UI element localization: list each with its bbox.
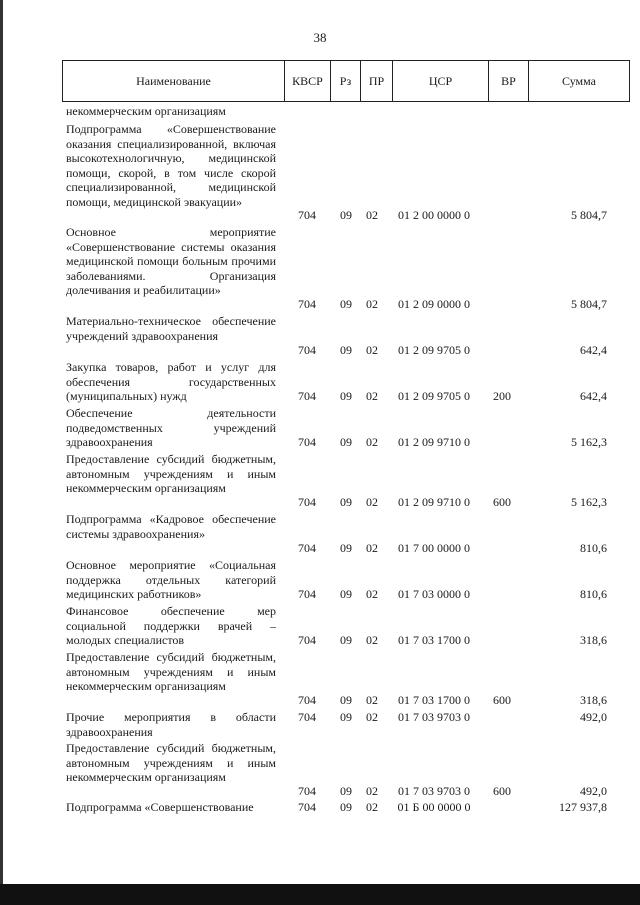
row-pr: 02 [366,495,378,510]
row-sum: 5 162,3 [571,495,607,510]
page-number: 38 [313,30,327,45]
table-row [62,406,629,450]
row-name: Материально-техническое обеспечение учреждений здравоохранения [66,314,276,343]
row-sum: 318,6 [580,693,607,708]
table-row [62,314,629,358]
row-kvsr: 704 [298,541,316,556]
row-pr: 02 [366,587,378,602]
row-pr: 02 [366,297,378,312]
row-csr: 01 2 09 9705 0 [398,389,470,404]
row-kvsr: 704 [298,208,316,223]
row-rz: 09 [340,435,352,450]
row-pr: 02 [366,389,378,404]
row-kvsr: 704 [298,297,316,312]
row-pr: 02 [366,435,378,450]
row-rz: 09 [340,800,352,815]
header-rz: Рз [331,61,361,102]
row-rz: 09 [340,587,352,602]
row-name: Основное мероприятие «Совершенствование системы оказания медицинской помощи больным прочими заболеваниями. Организация долечивания и реабилитации» [66,225,276,298]
row-pr: 02 [366,693,378,708]
row-csr: 01 7 03 9703 0 [398,710,470,725]
table-row [62,104,629,119]
row-rz: 09 [340,693,352,708]
row-name: Финансовое обеспечение мер социальной поддержки врачей – молодых специалистов [66,604,276,648]
row-pr: 02 [366,633,378,648]
row-sum: 5 162,3 [571,435,607,450]
table-row [62,360,629,404]
row-rz: 09 [340,208,352,223]
row-kvsr: 704 [298,633,316,648]
table-row [62,741,629,799]
row-csr: 01 2 09 9705 0 [398,343,470,358]
row-sum: 810,6 [580,541,607,556]
table-row [62,604,629,648]
row-sum: 810,6 [580,587,607,602]
table-row [62,650,629,708]
row-rz: 09 [340,710,352,725]
row-sum: 492,0 [580,784,607,799]
row-kvsr: 704 [298,495,316,510]
row-sum: 318,6 [580,633,607,648]
row-name: Основное мероприятие «Социальная поддержка отдельных категорий медицинских работников» [66,558,276,602]
row-rz: 09 [340,343,352,358]
table-row [62,512,629,556]
row-name: Предоставление субсидий бюджетным, автономным учреждениям и иным некоммерческим организациям [66,452,276,496]
row-kvsr: 704 [298,710,316,725]
row-csr: 01 Б 00 0000 0 [397,800,471,815]
row-kvsr: 704 [298,587,316,602]
row-vr: 600 [493,495,511,510]
scan-edge [0,0,3,884]
row-kvsr: 704 [298,435,316,450]
row-vr: 600 [493,784,511,799]
row-kvsr: 704 [298,693,316,708]
row-name: Подпрограмма «Совершенствование [66,800,254,814]
row-name: Закупка товаров, работ и услуг для обеспечения государственных (муниципальных) нужд [66,360,276,404]
row-name: Подпрограмма «Совершенствование оказания специализированной, включая высокотехнологичную, медицинской помощи, скорой, в том числе скорой специализированной, медицинской помощи, медицинской эвакуации» [66,122,276,209]
row-name: Обеспечение деятельности подведомственных учреждений здравоохранения [66,406,276,450]
row-pr: 02 [366,541,378,556]
row-vr: 600 [493,693,511,708]
row-kvsr: 704 [298,784,316,799]
row-sum: 127 937,8 [559,800,607,815]
row-sum: 642,4 [580,343,607,358]
header-name: Наименование [63,61,285,102]
row-name: Подпрограмма «Кадровое обеспечение системы здравоохранения» [66,512,276,541]
row-sum: 5 804,7 [571,297,607,312]
row-sum: 492,0 [580,710,607,725]
header-vr: ВР [489,61,529,102]
header-pr: ПР [361,61,393,102]
row-kvsr: 704 [298,343,316,358]
row-name: некоммерческим организациям [66,104,226,118]
row-pr: 02 [366,784,378,799]
table-row [62,558,629,602]
table-row [62,122,629,223]
row-name: Предоставление субсидий бюджетным, автономным учреждениям и иным некоммерческим организациям [66,741,276,785]
row-kvsr: 704 [298,800,316,815]
table-row [62,710,629,739]
row-csr: 01 2 09 0000 0 [398,297,470,312]
row-csr: 01 7 03 1700 0 [398,693,470,708]
row-rz: 09 [340,784,352,799]
row-csr: 01 7 03 9703 0 [398,784,470,799]
row-csr: 01 2 00 0000 0 [398,208,470,223]
header-sum: Сумма [529,61,630,102]
row-csr: 01 2 09 9710 0 [398,495,470,510]
row-pr: 02 [366,208,378,223]
row-vr: 200 [493,389,511,404]
row-rz: 09 [340,495,352,510]
row-name: Прочие мероприятия в области здравоохранения [66,710,276,739]
row-pr: 02 [366,800,378,815]
header-kvsr: КВСР [285,61,331,102]
row-kvsr: 704 [298,389,316,404]
row-rz: 09 [340,541,352,556]
row-pr: 02 [366,710,378,725]
row-rz: 09 [340,389,352,404]
table-header [62,60,630,102]
row-rz: 09 [340,633,352,648]
row-csr: 01 7 03 0000 0 [398,587,470,602]
row-pr: 02 [366,343,378,358]
row-sum: 5 804,7 [571,208,607,223]
row-name: Предоставление субсидий бюджетным, автономным учреждениям и иным некоммерческим организациям [66,650,276,694]
row-csr: 01 7 03 1700 0 [398,633,470,648]
scan-bottom-edge [0,884,640,905]
row-rz: 09 [340,297,352,312]
row-csr: 01 7 00 0000 0 [398,541,470,556]
table-row [62,800,629,815]
row-csr: 01 2 09 9710 0 [398,435,470,450]
header-csr: ЦСР [393,61,489,102]
row-sum: 642,4 [580,389,607,404]
table-row [62,452,629,510]
table-row [62,225,629,312]
